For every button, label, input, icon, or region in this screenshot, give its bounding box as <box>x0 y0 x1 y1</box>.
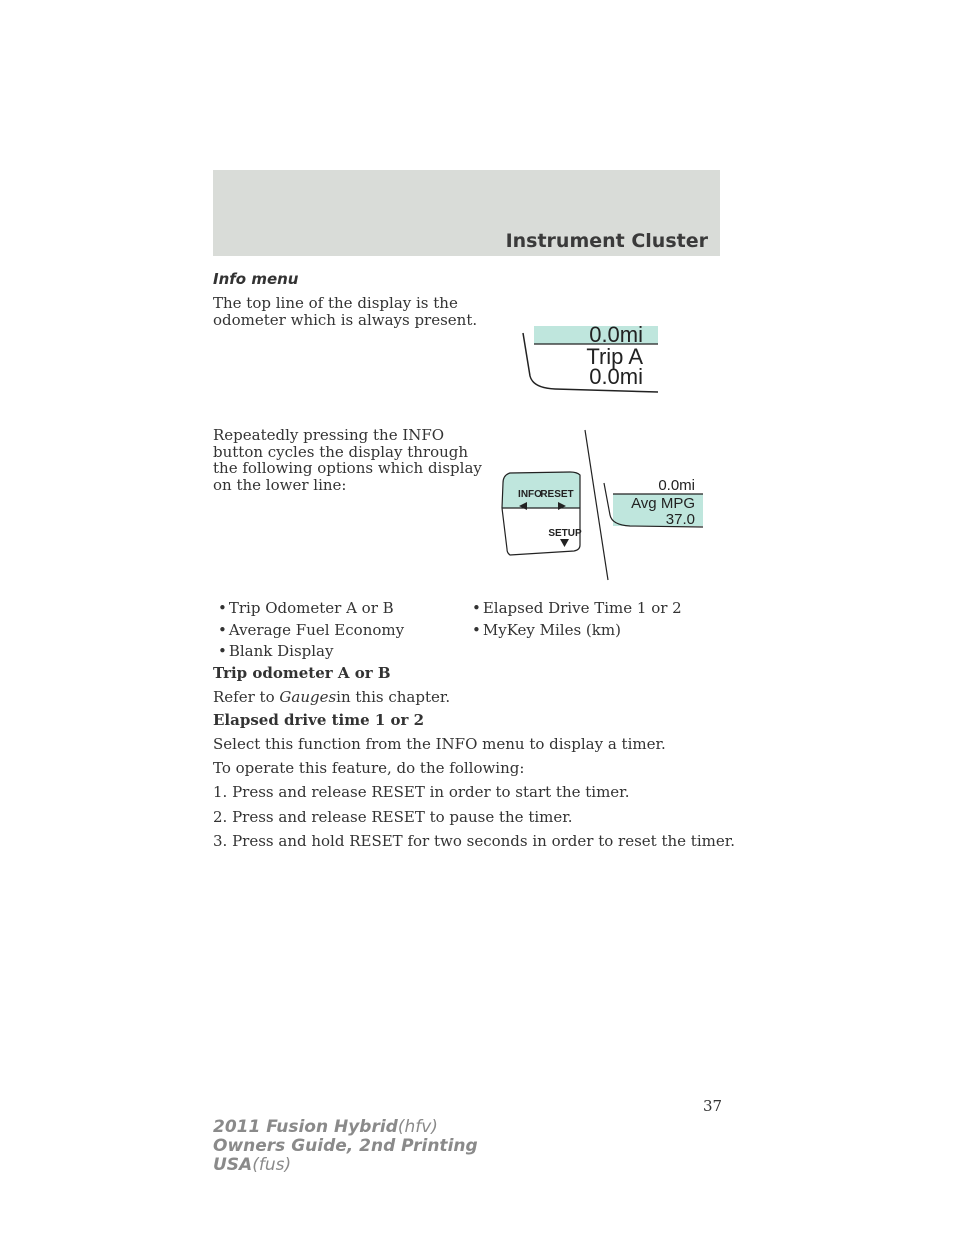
display1-line1: 0.0mi <box>589 322 643 347</box>
bullet-item: • MyKey Miles (km) <box>472 621 621 639</box>
elapsed-line: To operate this feature, do the following: <box>213 759 525 777</box>
intro-paragraph: The top line of the display is the odometer which is always present. <box>213 294 478 329</box>
elapsed-line: 3. Press and hold RESET for two seconds in order to reset the timer. <box>213 832 736 850</box>
bullet-item: • Average Fuel Economy <box>218 621 404 639</box>
footer-line-3 <box>213 1156 478 1175</box>
page-number: 37 <box>703 1097 723 1115</box>
trip-text-prefix: Refer to <box>213 688 275 706</box>
setup-button-label: SETUP <box>548 528 582 539</box>
footer-model: 2011 Fusion Hybrid <box>213 1117 398 1137</box>
display2-line2: Avg MPG <box>631 495 695 512</box>
header-band <box>213 170 720 256</box>
elapsed-line: 1. Press and release RESET in order to start the timer. <box>213 783 630 801</box>
gauges-reference: Gauges <box>279 688 337 706</box>
bullet-item: • Trip Odometer A or B <box>218 599 394 617</box>
section-title: Info menu <box>213 270 299 288</box>
header-title: Instrument Cluster <box>505 230 708 252</box>
bullet-item: • Elapsed Drive Time 1 or 2 <box>472 599 682 617</box>
footer-region: USA <box>213 1155 253 1175</box>
bullet-item: • Blank Display <box>218 642 333 660</box>
info-button-label: INFO <box>518 489 542 500</box>
footer-line-1 <box>213 1118 478 1137</box>
cycle-paragraph: Repeatedly pressing the INFO button cycles the display through the following options which display on the lower line: <box>213 426 482 494</box>
footer-model-code: (hfv) <box>397 1117 438 1137</box>
odometer-display-figure <box>515 320 665 395</box>
trip-text <box>213 688 450 706</box>
display1-line2: Trip A <box>586 344 643 369</box>
elapsed-line: 2. Press and release RESET to pause the timer. <box>213 808 573 826</box>
trip-text-suffix: in this chapter. <box>336 688 451 706</box>
elapsed-heading: Elapsed drive time 1 or 2 <box>213 711 425 729</box>
footer-line-2: Owners Guide, 2nd Printing <box>213 1136 478 1156</box>
display2-line3: 37.0 <box>665 511 695 528</box>
separator-line <box>585 430 608 580</box>
down-arrow-icon <box>560 539 569 547</box>
reset-button-label: RESET <box>540 489 574 500</box>
footer-region-code: (fus) <box>252 1155 292 1175</box>
elapsed-line: Select this function from the INFO menu to display a timer. <box>213 735 666 753</box>
trip-heading: Trip odometer A or B <box>213 664 391 682</box>
display2-line1: 0.0mi <box>658 477 695 494</box>
info-button-figure <box>490 425 710 585</box>
display1-line3: 0.0mi <box>589 364 643 389</box>
footer <box>213 1118 478 1175</box>
